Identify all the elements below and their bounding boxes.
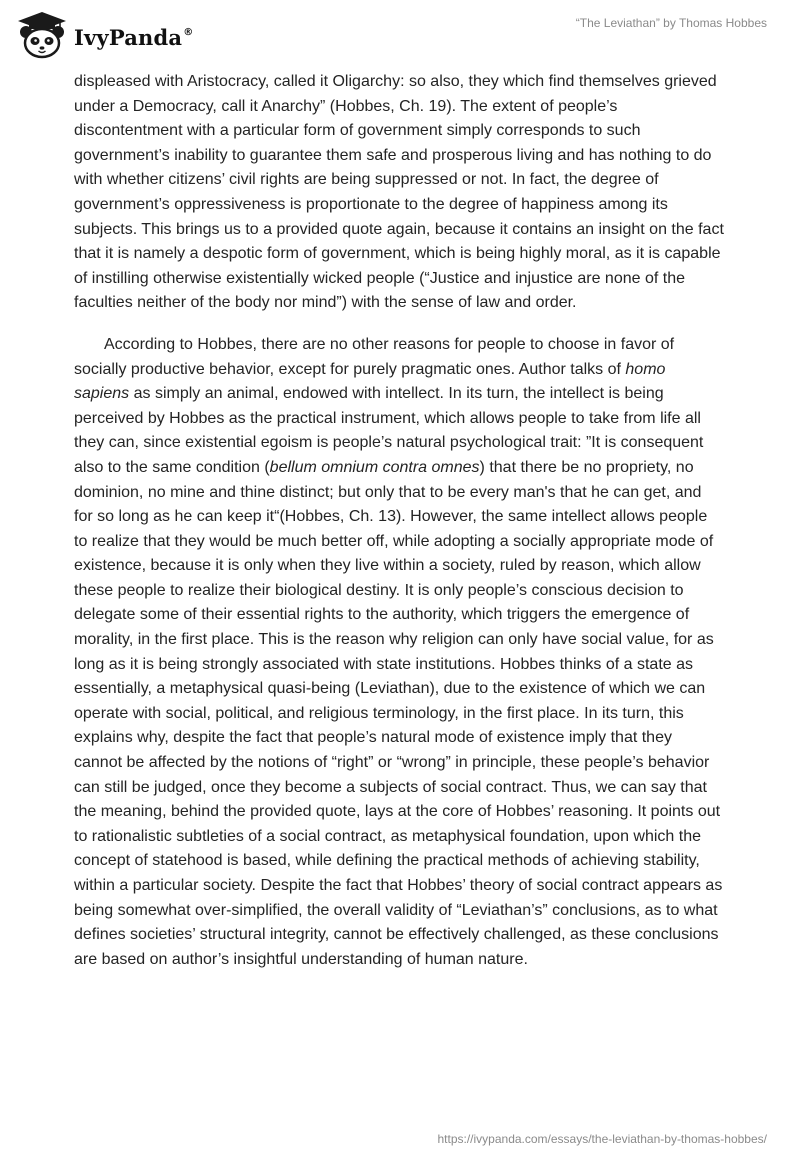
brand-name: IvyPanda® <box>74 24 194 50</box>
italic-term: bellum omnium contra omnes <box>269 458 480 476</box>
essay-body <box>74 70 724 972</box>
source-url[interactable]: https://ivypanda.com/essays/the-leviathan-by-thomas-hobbes/ <box>437 1132 767 1146</box>
italic-term: homo sapiens <box>74 360 666 403</box>
paragraph: According to Hobbes, there are no other reasons for people to choose in favor of socially productive behavior, except for purely pragmatic ones. Author talks of homo sapiens as simply an animal, endowed with intellect. In its turn, the intellect is being perceived by Hobbes as the practical instrument, which allows people to take from life all they can, since existential egoism is people’s natural psychological trait: ”It is consequent also to the same condition (bellum omnium contra omnes) that there be no propriety, no dominion, no mine and thine distinct; but only that to be every man's that he can get, and for so long as he can keep it“(Hobbes, Ch. 13). However, the same intellect allows people to realize that they would be much better off, while adopting a socially appropriate mode of existence, because it is only when they live within a society, ruled by reason, which allow these people to realize their biological destiny. It is only people’s conscious decision to delegate some of their essential rights to the authority, which triggers the emergence of morality, in the first place. This is the reason why religion can only have social value, for as long as it is being strongly associated with state institutions. Hobbes thinks of a state as essentially, a metaphysical quasi-being (Leviathan), due to the existence of which we can operate with social, political, and religious terminology, in the first place. In its turn, this explains why, despite the fact that people’s natural mode of existence imply that they cannot be affected by the notions of “right” or “wrong” in principle, these people’s behavior can still be judged, once they become a subjects of social contract. Thus, we can say that the meaning, behind the provided quote, lays at the core of Hobbes’ reasoning. It points out to rationalistic subtleties of a social contract, as metaphysical foundation, upon which the concept of statehood is based, while defining the practical methods of achieving stability, within a particular society. Despite the fact that Hobbes’ theory of social contract appears as being somewhat over-simplified, the overall validity of “Leviathan’s” conclusions, as to what defines societies’ structural integrity, cannot be effectively challenged, as these conclusions are based on author’s insightful understanding of human nature. <box>74 335 723 968</box>
registered-mark: ® <box>183 26 194 38</box>
page-header <box>0 0 800 70</box>
paragraph: displeased with Aristocracy, called it Oligarchy: so also, they which find themselves grieved under a Democracy, call it Anarchy” (Hobbes, Ch. 19). The extent of people’s discontentment with a particular form of government simply corresponds to such government’s inability to guarantee them safe and prosperous living and has nothing to do with whether citizens’ civil rights are being suppressed or not. In fact, the degree of government’s oppressiveness is proportionate to the degree of happiness among its subjects. This brings us to a provided quote again, because it contains an insight on the fact that it is namely a despotic form of government, which is being highly moral, as it is capable of instilling otherwise existentially wicked people (“Justice and injustice are none of the faculties neither of the body nor mind”) with the sense of law and order. <box>74 73 724 312</box>
document-title: “The Leviathan” by Thomas Hobbes <box>575 16 767 30</box>
panda-graduate-icon <box>16 10 68 60</box>
ivypanda-logo[interactable] <box>16 10 193 60</box>
